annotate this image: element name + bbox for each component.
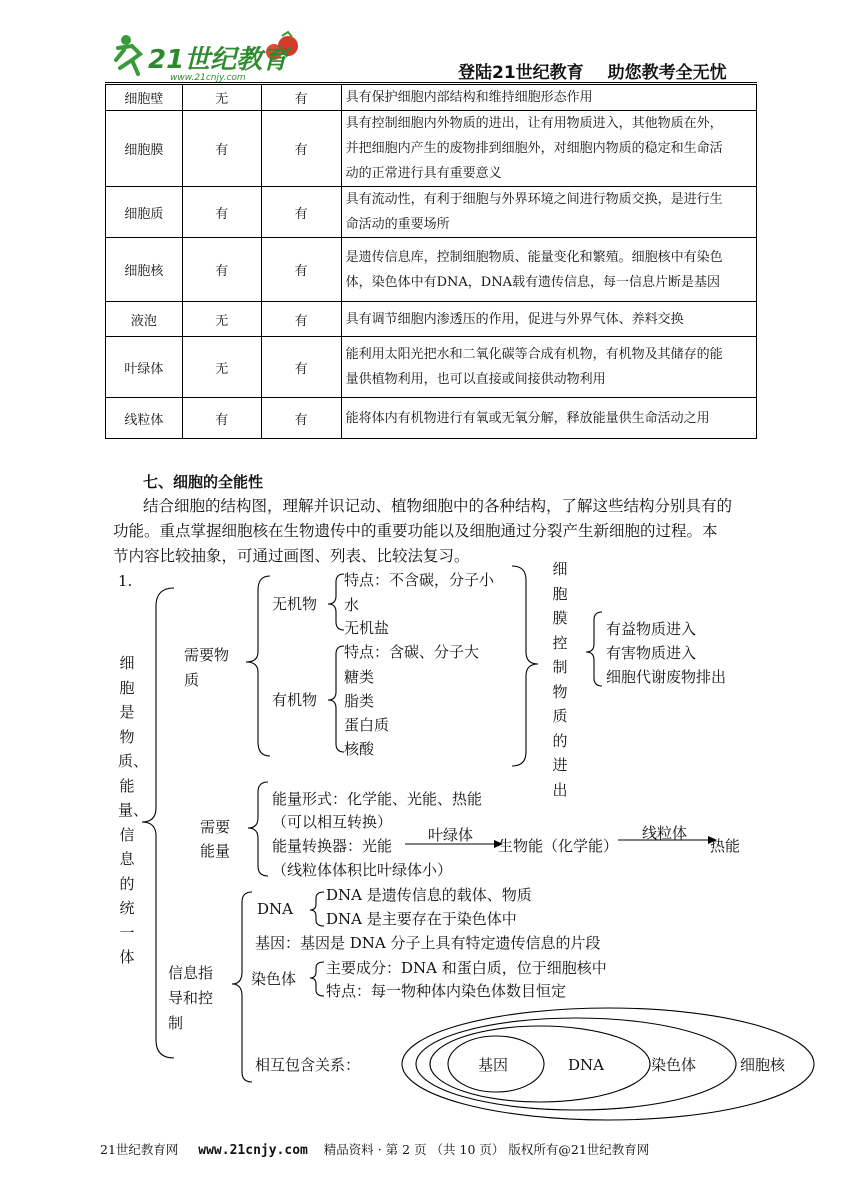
dna-oval [430, 1026, 650, 1102]
membrane-label: 细胞膜控制物质的进出 [552, 560, 568, 799]
cell-name: 细胞膜 [106, 111, 183, 187]
function-line: 具有调节细胞内渗透压的作用，促进与外界气体、养料交换 [345, 311, 684, 327]
dna-label: DNA [257, 900, 293, 918]
organic-item: 蛋白质 [344, 716, 390, 734]
cell-plant: 有 [261, 238, 341, 302]
cell-name: 细胞核 [106, 238, 183, 302]
organic-label: 有机物 [272, 691, 318, 709]
cell-animal: 无 [182, 302, 261, 337]
cell-plant: 有 [261, 111, 341, 187]
relation-label: 相互包含关系： [255, 1056, 361, 1074]
header-tagline: 登陆21世纪教育 助您教考全无忧 [458, 63, 727, 83]
chromosome-brace [310, 962, 324, 996]
para-line: 节内容比较抽象，可通过画图、列表、比较法复习。 [113, 547, 470, 565]
cell-animal: 有 [182, 238, 261, 302]
footer [100, 1140, 649, 1158]
info-brace [232, 892, 252, 1082]
cell-name: 液泡 [106, 302, 183, 337]
cell-name: 线粒体 [106, 398, 183, 439]
matter-label: 需要物 质 [184, 646, 230, 689]
function-line: 具有保护细胞内部结构和维持细胞形态作用 [345, 90, 593, 105]
energy-converter: 能量转换器：光能 [272, 837, 393, 855]
function-line: 是遗传信息库，控制细胞物质、能量变化和繁殖。细胞核中有染色 [345, 249, 723, 265]
footer-page-info: 精品资料 · 第 2 页 （共 10 页） 版权所有@21世纪教育网 [323, 1142, 650, 1157]
dna-item: DNA 是主要存在于染色体中 [326, 910, 517, 928]
inorganic-item: 水 [344, 596, 360, 614]
inorganic-item: 无机盐 [344, 619, 390, 637]
dna-brace [310, 892, 324, 926]
diagram-number: 1. [118, 572, 133, 590]
gene-definition: 基因：基因是 DNA 分子上具有特定遗传信息的片段 [255, 934, 601, 952]
membrane-brace [512, 566, 538, 766]
nested-nucleus: 细胞核 [740, 1056, 786, 1074]
function-line: 具有控制细胞内外物质的进出，让有用物质进入，其他物质在外， [345, 116, 723, 131]
cell-animal: 无 [182, 337, 261, 398]
cell-plant: 有 [261, 302, 341, 337]
cell-animal: 有 [182, 398, 261, 439]
cell-animal: 有 [182, 187, 261, 238]
organic-item: 脂类 [344, 692, 375, 710]
cell-plant: 有 [261, 398, 341, 439]
root-label: 细胞是物质、能量、信息的统一体 [118, 654, 149, 966]
heat-label: 热能 [710, 837, 741, 855]
footer-url[interactable]: www.21cnjy.com [198, 1143, 308, 1158]
info-label: 信息指 导和控 制 [168, 964, 214, 1032]
function-line: 量供植物利用，也可以直接或间接供动物利用 [345, 372, 606, 387]
membrane-item: 有益物质进入 [606, 620, 697, 638]
membrane-item: 细胞代谢废物排出 [606, 668, 727, 686]
logo-text: 21世纪教育 [148, 45, 289, 75]
cell-name: 叶绿体 [106, 337, 183, 398]
chromosome-item: 主要成分：DNA 和蛋白质，位于细胞核中 [326, 959, 607, 977]
energy-note: （线粒体体积比叶绿体小） [272, 861, 453, 879]
energy-forms-note: （可以相互转换） [272, 813, 393, 831]
cell-name: 细胞质 [106, 187, 183, 238]
cell-plant: 有 [261, 187, 341, 238]
para-line: 功能。重点掌握细胞核在生物遗传中的重要功能以及细胞通过分裂产生新细胞的过程。本 [113, 522, 718, 540]
chromosome-label: 染色体 [251, 970, 297, 988]
function-line: 能利用太阳光把水和二氧化碳等合成有机物，有机物及其储存的能 [345, 347, 723, 362]
nested-dna: DNA [568, 1056, 604, 1074]
cell-name: 细胞壁 [106, 85, 183, 111]
function-line: 能将体内有机物进行有氧或无氧分解，释放能量供生命活动之用 [345, 410, 710, 426]
footer-site: 21世纪教育网 [100, 1142, 179, 1157]
matter-brace [246, 576, 270, 756]
function-line: 具有流动性，有利于细胞与外界环境之间进行物质交换，是进行生 [345, 192, 723, 207]
function-line: 并把细胞内产生的废物排到细胞外，对细胞内物质的稳定和生命活 [345, 141, 723, 156]
cell-plant: 有 [261, 85, 341, 111]
energy-forms: 能量形式：化学能、光能、热能 [272, 790, 483, 808]
inorganic-label: 无机物 [272, 595, 318, 613]
membrane-item: 有害物质进入 [606, 644, 697, 662]
organic-item: 核酸 [344, 740, 375, 758]
chromosome-item: 特点：每一物种体内染色体数目恒定 [326, 982, 567, 1000]
logo-url: www.21cnjy.com [170, 73, 246, 83]
chloroplast-label: 叶绿体 [428, 826, 474, 844]
function-line: 体，染色体中有DNA，DNA载有遗传信息，每一信息片断是基因 [345, 274, 720, 290]
organic-item: 糖类 [344, 668, 375, 686]
cell-plant: 有 [261, 337, 341, 398]
organic-brace [328, 646, 344, 752]
function-line: 命活动的重要场所 [345, 217, 450, 232]
dna-item: DNA 是遗传信息的载体、物质 [326, 886, 532, 904]
cell-animal: 有 [182, 111, 261, 187]
bioenergy-label: 生物能（化学能） [498, 837, 619, 855]
nested-gene: 基因 [478, 1056, 509, 1074]
cell-animal: 无 [182, 85, 261, 111]
membrane-items-brace [586, 612, 602, 686]
energy-brace [248, 782, 268, 876]
function-line: 动的正常进行具有重要意义 [345, 166, 502, 181]
nested-chromosome: 染色体 [651, 1056, 697, 1074]
organic-item: 特点：含碳、分子大 [344, 643, 480, 661]
energy-label: 需要 能量 [200, 818, 231, 860]
para-line: 结合细胞的结构图，理解并识记动、植物细胞中的各种结构，了解这些结构分别具有的 [143, 497, 733, 515]
inorganic-item: 特点：不含碳，分子小 [344, 571, 495, 589]
mitochondria-label: 线粒体 [642, 824, 688, 842]
inorganic-brace [328, 574, 344, 630]
section-heading: 七、细胞的全能性 [143, 473, 264, 491]
